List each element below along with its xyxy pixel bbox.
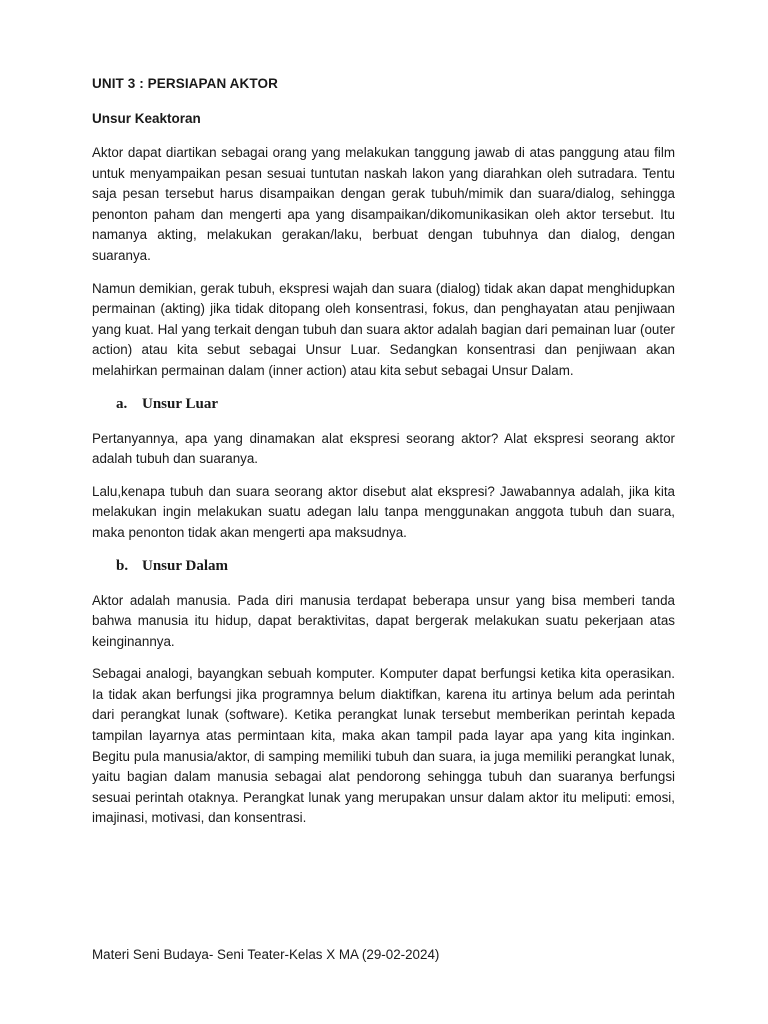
unit-title: UNIT 3 : PERSIAPAN AKTOR: [92, 76, 278, 91]
subsection-b-paragraph-2: Sebagai analogi, bayangkan sebuah komputer. Komputer dapat berfungsi ketika kita operasikan. Ia tidak akan berfungsi jika programnya belum diaktifkan, karena itu artinya belum ada perintah dari perangkat lunak (software). Ketika perangkat lunak tersebut memberikan perintah kepada tampilan layarnya atas permintaan kita, maka akan tampil pada layar apa yang kita inginkan. Begitu pula manusia/aktor, di samping memiliki tubuh dan suara, ia juga memiliki perangkat lunak, yaitu bagian dalam manusia sebagai alat pendorong sehingga tubuh dan suaranya berfungsi sesuai perintah otaknya. Perangkat lunak yang merupakan unsur dalam aktor itu meliputi: emosi, imajinasi, motivasi, dan konsentrasi.: [92, 666, 675, 826]
page-footer: Materi Seni Budaya- Seni Teater-Kelas X MA (29-02-2024): [92, 947, 440, 962]
subsection-a-paragraph-2: Lalu,kenapa tubuh dan suara seorang aktor disebut alat ekspresi? Jawabannya adalah, jika kita melakukan ingin melakukan suatu adegan lalu tanpa menggunakan anggota tubuh dan suara, maka penonton tidak akan mengerti apa maksudnya.: [92, 483, 675, 540]
subsection-b-paragraph-1: Aktor adalah manusia. Pada diri manusia terdapat beberapa unsur yang bisa memberi tanda bahwa manusia itu hidup, dapat beraktivitas, dapat bergerak melakukan suatu pekerjaan atas keinginannya.: [92, 592, 675, 649]
subsection-b-marker: b.: [116, 557, 129, 574]
subsection-b-heading: [92, 558, 675, 575]
intro-paragraph-1: Aktor dapat diartikan sebagai orang yang melakukan tanggung jawab di atas panggung atau film untuk menyampaikan pesan sesuai tuntutan naskah lakon yang diarahkan oleh sutradara. Tentu saja pesan tersebut harus disampaikan dengan gerak tubuh/mimik dan suara/dialog, sehingga penonton paham dan mengerti apa yang disampaikan/dikomunikasikan oleh aktor tersebut. Itu namanya akting, melakukan gerakan/laku, berbuat dengan tubuhnya dan dialog, dengan suaranya.: [92, 145, 675, 263]
subsection-a-heading: [92, 396, 675, 413]
intro-paragraph-2: Namun demikian, gerak tubuh, ekspresi wajah dan suara (dialog) tidak akan dapat menghidupkan permainan (akting) jika tidak ditopang oleh konsentrasi, fokus, dan penghayatan atau penjiwaan yang kuat. Hal yang terkait dengan tubuh dan suara aktor adalah bagian dari pemainan luar (outer action) atau kita sebut sebagai Unsur Luar. Sedangkan konsentrasi dan penjiwaan akan melahirkan permainan dalam (inner action) atau kita sebut sebagai Unsur Dalam.: [92, 280, 675, 378]
document-page: [92, 76, 675, 841]
subsection-a-marker: a.: [116, 395, 128, 412]
section-title: Unsur Keaktoran: [92, 111, 201, 126]
subsection-a-title: Unsur Luar: [142, 395, 218, 412]
subsection-b-title: Unsur Dalam: [142, 557, 228, 574]
subsection-a-paragraph-1: Pertanyannya, apa yang dinamakan alat ekspresi seorang aktor? Alat ekspresi seorang aktor adalah tubuh dan suaranya.: [92, 430, 675, 467]
